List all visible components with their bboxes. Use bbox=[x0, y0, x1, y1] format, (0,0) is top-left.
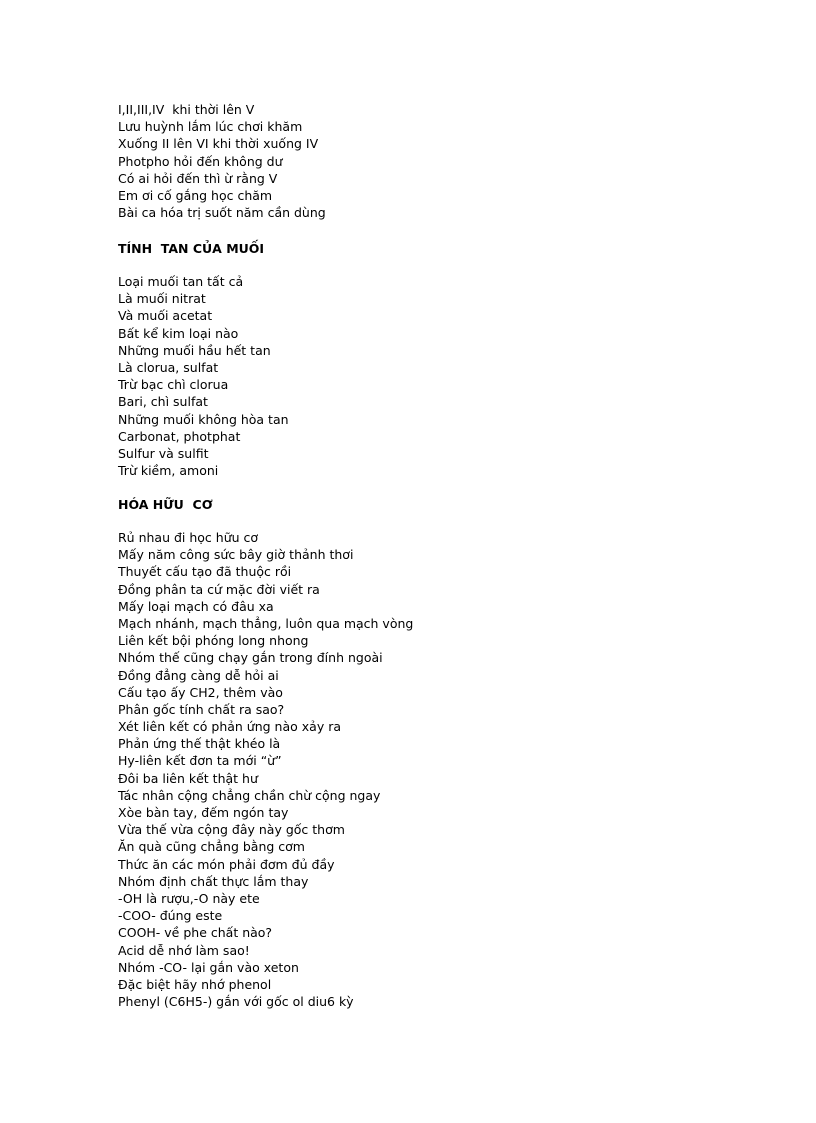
poem-line: Mạch nhánh, mạch thẳng, luôn qua mạch vòng bbox=[118, 615, 414, 631]
poem-line: Trừ kiềm, amoni bbox=[118, 463, 219, 479]
poem-line: Mấy năm công sức bây giờ thảnh thơi bbox=[118, 547, 354, 563]
poem-line: Nhóm định chất thực lắm thay bbox=[118, 873, 309, 889]
poem-line: COOH- về phe chất nào? bbox=[118, 925, 273, 941]
poem-line: Hy-liên kết đơn ta mới “ừ” bbox=[118, 753, 282, 769]
poem-line: Đôi ba liên kết thật hư bbox=[118, 770, 258, 786]
poem-line: Tác nhân cộng chẳng chần chừ cộng ngay bbox=[118, 787, 381, 803]
organic-chemistry-poem bbox=[118, 529, 413, 1010]
poem-line: Xét liên kết có phản ứng nào xảy ra bbox=[118, 719, 341, 735]
section-heading-organic-chemistry: HÓA HỮU CƠ bbox=[118, 497, 213, 512]
poem-line: Bari, chì sulfat bbox=[118, 394, 208, 410]
poem-line: Và muối acetat bbox=[118, 308, 213, 324]
poem-line: Sulfur và sulfit bbox=[118, 445, 209, 461]
poem-line: -OH là rượu,-O này ete bbox=[118, 890, 260, 906]
poem-line: Là clorua, sulfat bbox=[118, 359, 219, 375]
poem-line: Có ai hỏi đến thì ừ rằng V bbox=[118, 170, 278, 186]
poem-line: Acid dễ nhớ làm sao! bbox=[118, 942, 250, 958]
poem-line: I,II,III,IV khi thời lên V bbox=[118, 102, 255, 117]
poem-line: Ăn quà cũng chẳng bằng cơm bbox=[118, 839, 305, 855]
poem-line: Xuống II lên VI khi thời xuống IV bbox=[118, 136, 319, 152]
poem-line: Phân gốc tính chất ra sao? bbox=[118, 701, 285, 717]
poem-line: Phản ứng thế thật khéo là bbox=[118, 736, 281, 752]
poem-line: Carbonat, photphat bbox=[118, 428, 241, 444]
poem-line: Cấu tạo ấy CH2, thêm vào bbox=[118, 684, 283, 700]
intro-poem bbox=[118, 101, 326, 221]
poem-line: Em ơi cố gắng học chăm bbox=[118, 187, 273, 203]
poem-line: -COO- đúng este bbox=[118, 908, 223, 924]
poem-line: Đồng phân ta cứ mặc đời viết ra bbox=[118, 581, 320, 597]
poem-line: Phenyl (C6H5-) gắn với gốc ol diu6 kỳ bbox=[118, 994, 354, 1010]
poem-line: Bất kể kim loại nào bbox=[118, 325, 239, 341]
poem-line: Vừa thế vừa cộng đây này gốc thơm bbox=[118, 822, 345, 838]
poem-line: Thuyết cấu tạo đã thuộc rồi bbox=[118, 564, 292, 580]
poem-line: Liên kết bội phóng long nhong bbox=[118, 633, 309, 649]
section-heading-salt-solubility: TÍNH TAN CỦA MUỐI bbox=[118, 241, 265, 256]
poem-line: Là muối nitrat bbox=[118, 291, 206, 307]
salt-solubility-poem bbox=[118, 273, 289, 479]
poem-line: Photpho hỏi đến không dư bbox=[118, 153, 283, 169]
poem-line: Loại muối tan tất cả bbox=[118, 274, 244, 289]
poem-line: Những muối hầu hết tan bbox=[118, 342, 271, 358]
poem-line: Đồng đẳng càng dễ hỏi ai bbox=[118, 667, 279, 683]
poem-line: Nhóm -CO- lại gắn vào xeton bbox=[118, 959, 299, 975]
poem-line: Bài ca hóa trị suốt năm cần dùng bbox=[118, 205, 326, 221]
poem-line: Nhóm thế cũng chạy gắn trong đính ngoài bbox=[118, 650, 383, 666]
poem-line: Thức ăn các món phải đơm đủ đầy bbox=[118, 856, 335, 872]
poem-line: Xòe bàn tay, đếm ngón tay bbox=[118, 805, 289, 820]
poem-line: Những muối không hòa tan bbox=[118, 411, 289, 427]
poem-line: Mấy loại mạch có đâu xa bbox=[118, 598, 274, 614]
poem-line: Rủ nhau đi học hữu cơ bbox=[118, 530, 259, 545]
poem-line: Đặc biệt hãy nhớ phenol bbox=[118, 976, 272, 992]
poem-line: Lưu huỳnh lắm lúc chơi khăm bbox=[118, 119, 303, 135]
poem-line: Trừ bạc chì clorua bbox=[118, 377, 229, 393]
